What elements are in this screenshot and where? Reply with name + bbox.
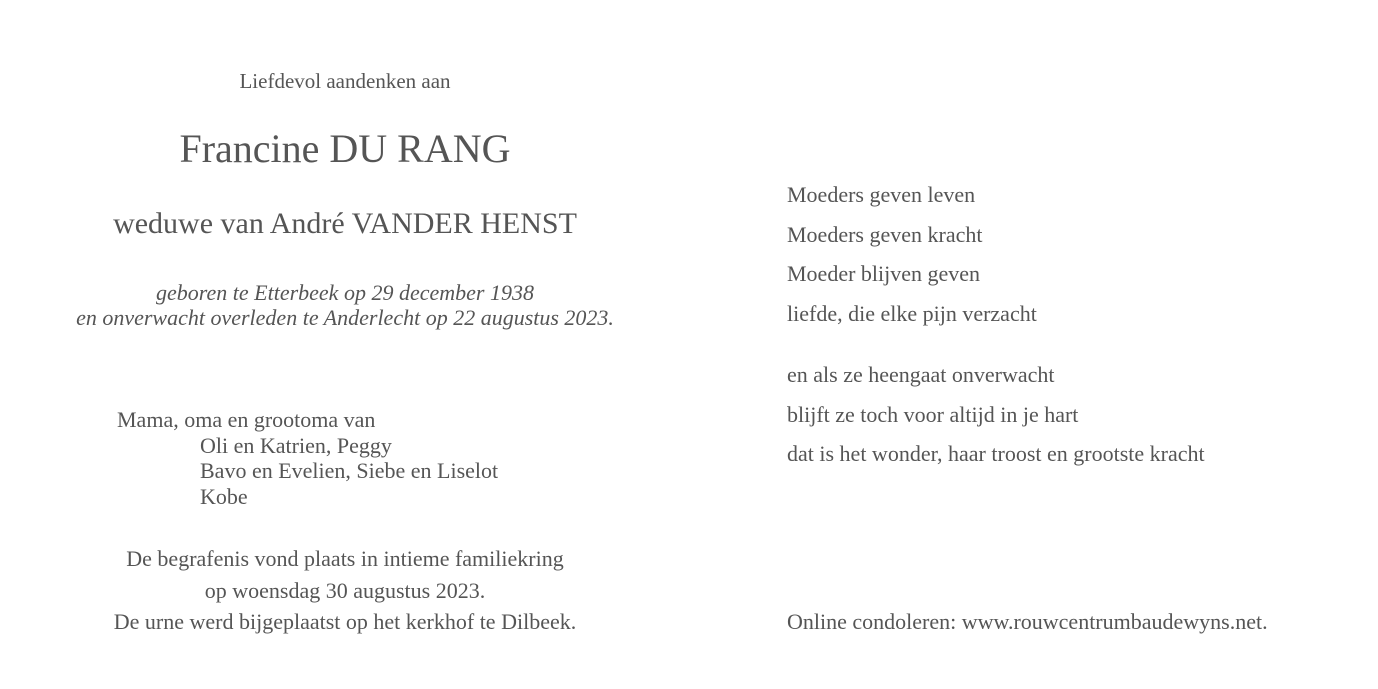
poem-line: en als ze heengaat onverwacht — [787, 362, 1055, 387]
poem-line: blijft ze toch voor altijd in je hart — [787, 402, 1079, 427]
funeral-line: op woensdag 30 augustus 2023. — [204, 578, 486, 603]
poem-line: Moeder blijven geven — [787, 261, 981, 286]
condolences-text: Online condoleren: www.rouwcentrumbaudewyns.net. — [787, 609, 1268, 634]
family-member-line: Bavo en Evelien, Siebe en Liselot — [200, 458, 499, 483]
funeral-line: De urne werd bijgeplaatst op het kerkhof te Dilbeek. — [113, 609, 577, 634]
family-member-line: Kobe — [200, 484, 248, 509]
deceased-name: Francine DU RANG — [179, 126, 511, 171]
family-member-line: Oli en Katrien, Peggy — [200, 433, 392, 458]
poem-line: liefde, die elke pijn verzacht — [787, 301, 1037, 326]
intro-text: Liefdevol aandenken aan — [239, 69, 451, 93]
birth-text: geboren te Etterbeek op 29 december 1938 — [156, 280, 534, 305]
funeral-line: De begrafenis vond plaats in intieme familiekring — [126, 546, 564, 571]
poem-line: Moeders geven kracht — [787, 222, 983, 247]
widow-of-text: weduwe van André VANDER HENST — [113, 207, 577, 240]
poem-line: dat is het wonder, haar troost en grootste kracht — [787, 441, 1205, 466]
death-text: en onverwacht overleden te Anderlecht op 22 augustus 2023. — [76, 305, 614, 330]
family-title: Mama, oma en grootoma van — [117, 407, 376, 432]
poem-line: Moeders geven leven — [787, 182, 976, 207]
